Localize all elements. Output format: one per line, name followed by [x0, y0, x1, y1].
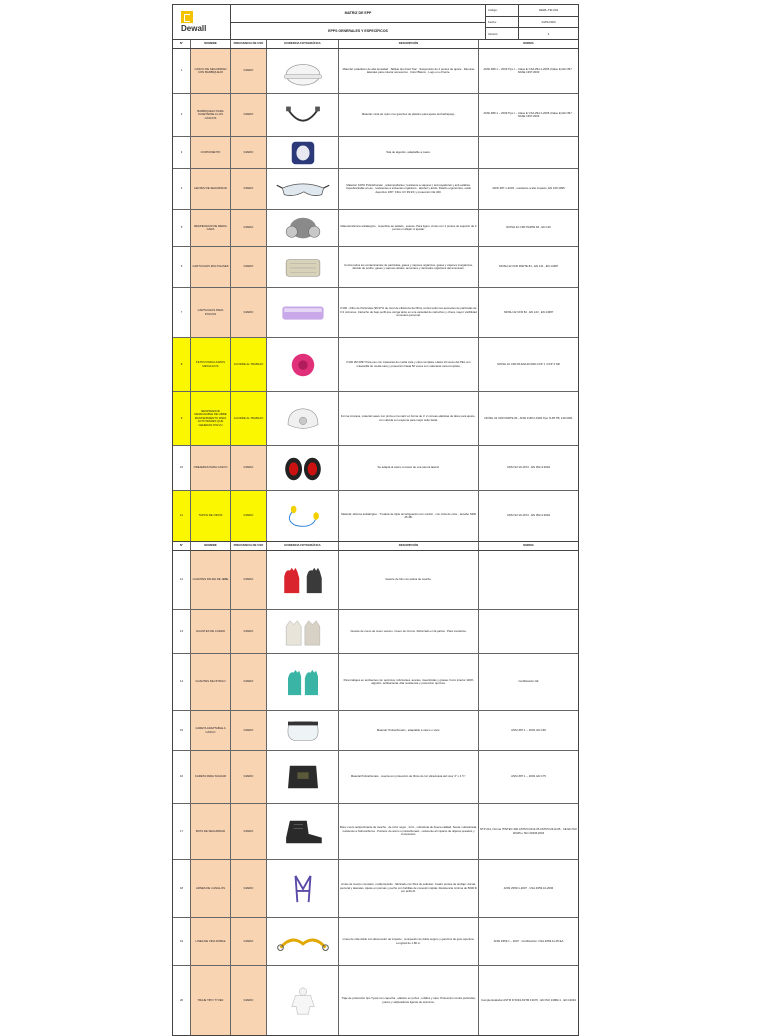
item-frequency: ACORDE AL TRABAJO — [231, 392, 267, 445]
item-name: RESPIRADOR DESECHABLE DE LIBRE MANTENIMIENTO PARA ACTIVIDADES QUE GENERAN POLVO — [191, 392, 231, 445]
item-description: Arnés de cuerpo completo, multipropósito , fabricado con fibra de poliéster. Cuatro puntos de anclaje: dorsal, pectoral y laterales. Ajuste en piernas y pecho con hebillas de conexión rápida. Resistencia mínima de 5000 lb por anillo D. — [339, 860, 479, 917]
table-row — [173, 860, 578, 918]
table-row — [173, 751, 578, 804]
item-name: CARETA ADAPTABLE A CASCO — [191, 711, 231, 750]
item-description: Forma cóncava, material suave con pinza en la nariz en forma de V. 2 correas elásticas de látex para ajuste , con válvula con espuma para mejor sello facial. — [339, 392, 479, 445]
harness-icon — [273, 874, 333, 904]
item-name: CARTUCHOS PARA POLVOS — [191, 288, 231, 337]
table-row — [173, 338, 578, 392]
item-number: 18 — [173, 860, 191, 917]
item-name: RESPIRADOR DE MEDIA CARA — [191, 210, 231, 246]
item-number: 5 — [173, 210, 191, 246]
item-number: 9 — [173, 392, 191, 445]
table-body-2 — [173, 551, 578, 1035]
item-norm: NIOSH 42 CFR PARTE 84 , EN 141 , EN 14387 — [498, 264, 559, 269]
col-photo: EVIDENCIA FOTOGRÁFICA — [267, 542, 339, 550]
item-photo — [267, 551, 339, 609]
item-photo — [267, 860, 339, 917]
item-description: Guante de hilo con palma de caucho. — [339, 551, 479, 609]
item-frequency: DIARIO — [231, 551, 267, 609]
item-photo — [267, 804, 339, 859]
item-frequency: DIARIO — [231, 169, 267, 209]
chin-strap-icon — [273, 100, 333, 130]
item-name: GUANTES PALMA DE JEBE — [191, 551, 231, 609]
item-photo — [267, 918, 339, 965]
item-name: TRAJE TIPO TYVEK — [191, 966, 231, 1035]
item-frequency: DIARIO — [231, 446, 267, 490]
item-number: 12 — [173, 551, 191, 609]
company-logo — [173, 5, 231, 39]
table-row — [173, 137, 578, 169]
item-description: Bota: cuero antiperforante de caucho , de color negro , forro , cubrebota de buena calidad. Suela: vulcanizada, resistente a hidrocarburos . Puntera: de acero o policarbonato , resistente al impacto de objetos pesados y compresión. — [339, 804, 479, 859]
item-name: FILTRO PARA HUMOS METALICOS — [191, 338, 231, 391]
table-row — [173, 446, 578, 491]
col-frequency: FRECUENCIA DE USO — [231, 542, 267, 550]
item-description: Para trabajos en ambientes con químicos, lubricantes, aceites, insecticidas y grasas. Forro interior 100% algodón, antibacterial. Alta resistencia y protección química. — [339, 654, 479, 710]
col-num: N° — [173, 542, 191, 550]
helmet-icon — [273, 56, 333, 86]
item-norm: Cumple Estándar ASTM D 5034 ASTM F1670 · EN ISO 13982-1 · EN 13034 — [481, 997, 576, 1002]
item-photo — [267, 94, 339, 136]
item-norm: ANSI Z87.1 – 2003, EN 175 — [511, 774, 546, 779]
table-row — [173, 654, 578, 711]
item-number: 8 — [173, 338, 191, 391]
item-frequency: DIARIO — [231, 918, 267, 965]
table-row — [173, 247, 578, 288]
item-description: Material Policarbonato , cuenta con protección de filtros de luz ultravioleta del visor 4" x 4 ½". — [339, 751, 479, 803]
item-frequency: DIARIO — [231, 94, 267, 136]
item-name: ARNES DE 4 ANILLOS — [191, 860, 231, 917]
col-name: NOMBRE — [191, 40, 231, 48]
ppe-matrix-sheet-2 — [172, 541, 579, 1036]
item-photo — [267, 610, 339, 653]
earmuffs-icon — [273, 453, 333, 483]
item-description: Material: Policarbonato , adaptable a casco o visor. — [339, 711, 479, 750]
windbreaker-hood-icon — [273, 138, 333, 168]
item-number: 6 — [173, 247, 191, 287]
item-photo — [267, 392, 339, 445]
item-photo — [267, 247, 339, 287]
item-description: Se adapta al casco a través de una ranura lateral. — [339, 446, 479, 490]
item-description: Traje de protección tipo Tyvek con capucha , elástico en puños , tobillos y cara. Protección contra partículas, polvos y salpicaduras ligeras de químicos. — [339, 966, 479, 1035]
col-norm: NORMA — [523, 543, 534, 548]
nitrile-gloves-icon — [273, 667, 333, 697]
item-frequency: DIARIO — [231, 247, 267, 287]
col-name: NOMBRE — [191, 542, 231, 550]
table-row — [173, 804, 578, 860]
item-name: GUANTES DE CUERO — [191, 610, 231, 653]
col-description: DESCRIPCIÓN — [339, 542, 479, 550]
item-photo — [267, 966, 339, 1035]
ppe-matrix-sheet-1 — [172, 4, 579, 542]
table-row — [173, 210, 578, 247]
item-number: 17 — [173, 804, 191, 859]
item-description: P100 - Filtro de Partículas (99.97% de nivel de eficiencia del filtro) contra todos los aerosoles de partículas de 0.3 micrones. Cartucho de bajo perfil que otorga tanto en una variedad de cartuchos y ofrece mayor visibilidad al usuario personal. — [339, 288, 479, 337]
rubber-palm-gloves-icon — [273, 565, 333, 595]
item-name: TAPON DE OIDOS — [191, 491, 231, 541]
meta-value: 24/01/2020 — [541, 20, 556, 24]
item-photo — [267, 338, 339, 391]
item-norm — [479, 551, 578, 609]
item-number: 15 — [173, 711, 191, 750]
column-header-row — [173, 542, 578, 551]
item-photo — [267, 210, 339, 246]
meta-value: 4 — [547, 31, 550, 36]
item-number: 4 — [173, 169, 191, 209]
table-row — [173, 94, 578, 137]
item-frequency: DIARIO — [231, 654, 267, 710]
item-number: 1 — [173, 49, 191, 93]
item-norm: ANSI S3.19-1974 · EN 352-3:2002 — [506, 465, 551, 470]
col-description: DESCRIPCIÓN — [339, 40, 479, 48]
item-norm: ANSI Z89.1 – 2009 Tipo I – Clase E CSA Z94.1-2005 (Clase E) EN 397 · NASE 1397:2003 — [483, 66, 574, 74]
item-name: BARBIQUEJO PARA SUJETARSE A LOS CASCOS — [191, 94, 231, 136]
item-description: Contra todos los contaminantes de partículas, gases y vapores orgánicos, gases y vapores inorgánicos, dióxido de azufre, gases y vapores ácidos, amoníaco y derivados orgánicos del amoníaco. — [339, 247, 479, 287]
table-row — [173, 610, 578, 654]
item-description: Línea de vida doble con absorvedor de impacto , mosquetón de doble seguro y ganchos de gran apertura. Longitud de 1.80 m. — [339, 918, 479, 965]
item-photo — [267, 169, 339, 209]
table-row — [173, 392, 578, 446]
item-frequency: DIARIO — [231, 210, 267, 246]
item-photo — [267, 288, 339, 337]
face-shield-icon — [273, 716, 333, 746]
item-frequency: DIARIO — [231, 137, 267, 168]
document-meta — [486, 5, 578, 39]
meta-value: DEWL-TIR-004 — [538, 8, 559, 13]
item-name: BOTA DE SEGURIDAD — [191, 804, 231, 859]
item-number: 16 — [173, 751, 191, 803]
logo-text: Dewall — [181, 24, 207, 33]
item-norm: ANSI Z359.1-2007 · CSA Z259.10-2006 — [503, 885, 554, 890]
document-title: MATRIZ DE EPP — [231, 5, 485, 23]
item-norm: ANSI S3.19-1974 · EN 352-2:2002 — [506, 513, 551, 518]
item-norm: NIOSH 42 CFR PARTE 84 , EN 140 — [506, 225, 551, 230]
item-norm: Certificación CE — [518, 679, 539, 684]
multigas-cartridge-icon — [273, 252, 333, 282]
item-number: 2 — [173, 94, 191, 136]
item-frequency: DIARIO — [231, 966, 267, 1035]
double-lanyard-icon — [273, 927, 333, 957]
item-frequency: DIARIO — [231, 711, 267, 750]
table-row — [173, 288, 578, 338]
item-description: Material: silicona antialérgico . Tri-aleta de triple amortiguación con cordón , con cinta de color , tamaño NRR 25 dB. — [339, 491, 479, 541]
document-header — [173, 5, 578, 40]
earplugs-icon — [273, 501, 333, 531]
col-norm: NORMA — [523, 41, 534, 46]
item-photo — [267, 49, 339, 93]
item-norm: ANSI Z359.1 – 2007 · Certificación: CSA Z259.11-05 EA — [493, 938, 564, 943]
item-photo — [267, 446, 339, 490]
item-frequency: DIARIO — [231, 860, 267, 917]
item-photo — [267, 137, 339, 168]
item-number: 19 — [173, 918, 191, 965]
meta-key: Versión: — [486, 28, 519, 39]
item-norm: NIOSH 42 CFR PARTE 84 , ANSI Z-88.2-1992 Tipo N-95 TB; 149:2001 — [484, 415, 573, 420]
table-row — [173, 551, 578, 610]
safety-boot-icon — [273, 817, 333, 847]
item-norm: ANSI Z87.1-2003 - resistente a alto impacto, EN 166:1995 — [492, 186, 565, 191]
logo-icon — [181, 11, 193, 23]
item-description: Tela de algodón, adaptable a casco. — [339, 137, 479, 168]
table-row — [173, 169, 578, 210]
item-number: 11 — [173, 491, 191, 541]
item-name: CARTUCHOS MULTIGASES — [191, 247, 231, 287]
item-name: CASCO DE SEGURIDAD CON BARBIQUEJO — [191, 49, 231, 93]
document-subtitle: EPPS GENERALES Y ESPECÍFICOS — [328, 28, 388, 33]
table-row — [173, 711, 578, 751]
item-frequency: DIARIO — [231, 804, 267, 859]
item-number: 7 — [173, 288, 191, 337]
item-description: Guante de cuero de cuero vacuno. Cuero de Cromo. Reforzado en la palma . Para mecánica. — [339, 610, 479, 653]
welding-mask-icon — [273, 762, 333, 792]
item-norm — [479, 610, 578, 653]
metal-fume-filter-icon — [273, 350, 333, 380]
item-description: Material: polietileno de alta densidad . Tafilete tipo Fast Trac . Suspensión de 4 puntos de ajuste . Ranuras laterales para colocar accesorios . Color Blanco . Logo en el frente. — [339, 49, 479, 93]
item-description: P100 3M 2097 Para uso con máscaras de media cara y cara completa. Hasta 10 veces del PEL con máscarilla de media cara y protección hasta 50 veces con máscaras cara completa. — [339, 338, 479, 391]
col-num: N° — [173, 40, 191, 48]
item-name: CORTAVIENTO — [191, 137, 231, 168]
item-frequency: DIARIO — [231, 610, 267, 653]
meta-key: Código: — [486, 5, 519, 16]
item-frequency: DIARIO — [231, 491, 267, 541]
item-norm: NIOSH 42 CFR 84 , EN 143 , EN 14387 — [503, 309, 554, 314]
item-photo — [267, 711, 339, 750]
item-photo — [267, 654, 339, 710]
item-photo — [267, 491, 339, 541]
item-norm: NIOSH 42 CFR 84 EN149:2001 FFP 1 / FFP 3 NR — [497, 361, 560, 366]
disposable-respirator-icon — [273, 404, 333, 434]
item-name: LENTES DE SEGURIDAD — [191, 169, 231, 209]
tyvek-suit-icon — [273, 986, 333, 1016]
item-number: 20 — [173, 966, 191, 1035]
table-row — [173, 49, 578, 94]
col-frequency: FRECUENCIA DE USO — [231, 40, 267, 48]
meta-key: Fecha: — [486, 17, 519, 28]
item-name: LINEA DE VIDA DOBLE — [191, 918, 231, 965]
table-row — [173, 966, 578, 1035]
item-frequency: DIARIO — [231, 288, 267, 337]
item-number: 14 — [173, 654, 191, 710]
table-row — [173, 491, 578, 541]
dust-cartridge-icon — [273, 298, 333, 328]
item-description: Material: 100% Policarbonato , antiempañante ( resistente a vapores ) anti-rayaduras y anti-estática. Inquebrantable al uso , resistentes a solventes orgánicos , alcohol y ácido. Diseño ergonómico, estilo deportivo 180°. Filtro UV 99.9% y protección CE 400. — [339, 169, 479, 209]
item-norm: ANSI Z87.1 – 2003, EN 166 — [511, 727, 546, 732]
item-norm — [479, 137, 578, 168]
table-body-1 — [173, 49, 578, 541]
col-photo: EVIDENCIA FOTOGRÁFICA — [267, 40, 339, 48]
item-frequency: DIARIO — [231, 751, 267, 803]
item-norm: ANSI Z89.1 – 2009 Tipo I – Clase E CSA Z94.1-2005 (Clase E) EN 397 · NASE 1397:2003 — [483, 110, 574, 118]
item-description: Material silicona antialérgico , superficie de sellado , suaves. Para ligero. Arnés con 4 puntos de sujeción de 4 puntos ni aflojar ni ajustar. — [339, 210, 479, 246]
item-name: GUANTES DE NITRILO — [191, 654, 231, 710]
leather-gloves-icon — [273, 617, 333, 647]
item-number: 3 — [173, 137, 191, 168]
table-row — [173, 918, 578, 966]
item-name: OREJERAS PARA CASCO — [191, 446, 231, 490]
item-frequency: ACORDE AL TRABAJO — [231, 338, 267, 391]
safety-glasses-icon — [273, 174, 333, 204]
item-number: 10 — [173, 446, 191, 490]
column-header-row — [173, 40, 578, 49]
item-name: CARETA PARA SOLDAR — [191, 751, 231, 803]
item-photo — [267, 751, 339, 803]
item-number: 13 — [173, 610, 191, 653]
item-frequency: DIARIO — [231, 49, 267, 93]
half-face-respirator-icon — [273, 213, 333, 243]
item-description: Material: cinta de nylon con ganchos de plástico para ajuste del barbiquejo. — [339, 94, 479, 136]
item-norm: NTP 241, Norma ITINTEC 300.ASTM F2412-05 ASTM F2413-05 , CE EN ISO 20345 e ISO 20345:2004 — [480, 827, 577, 835]
